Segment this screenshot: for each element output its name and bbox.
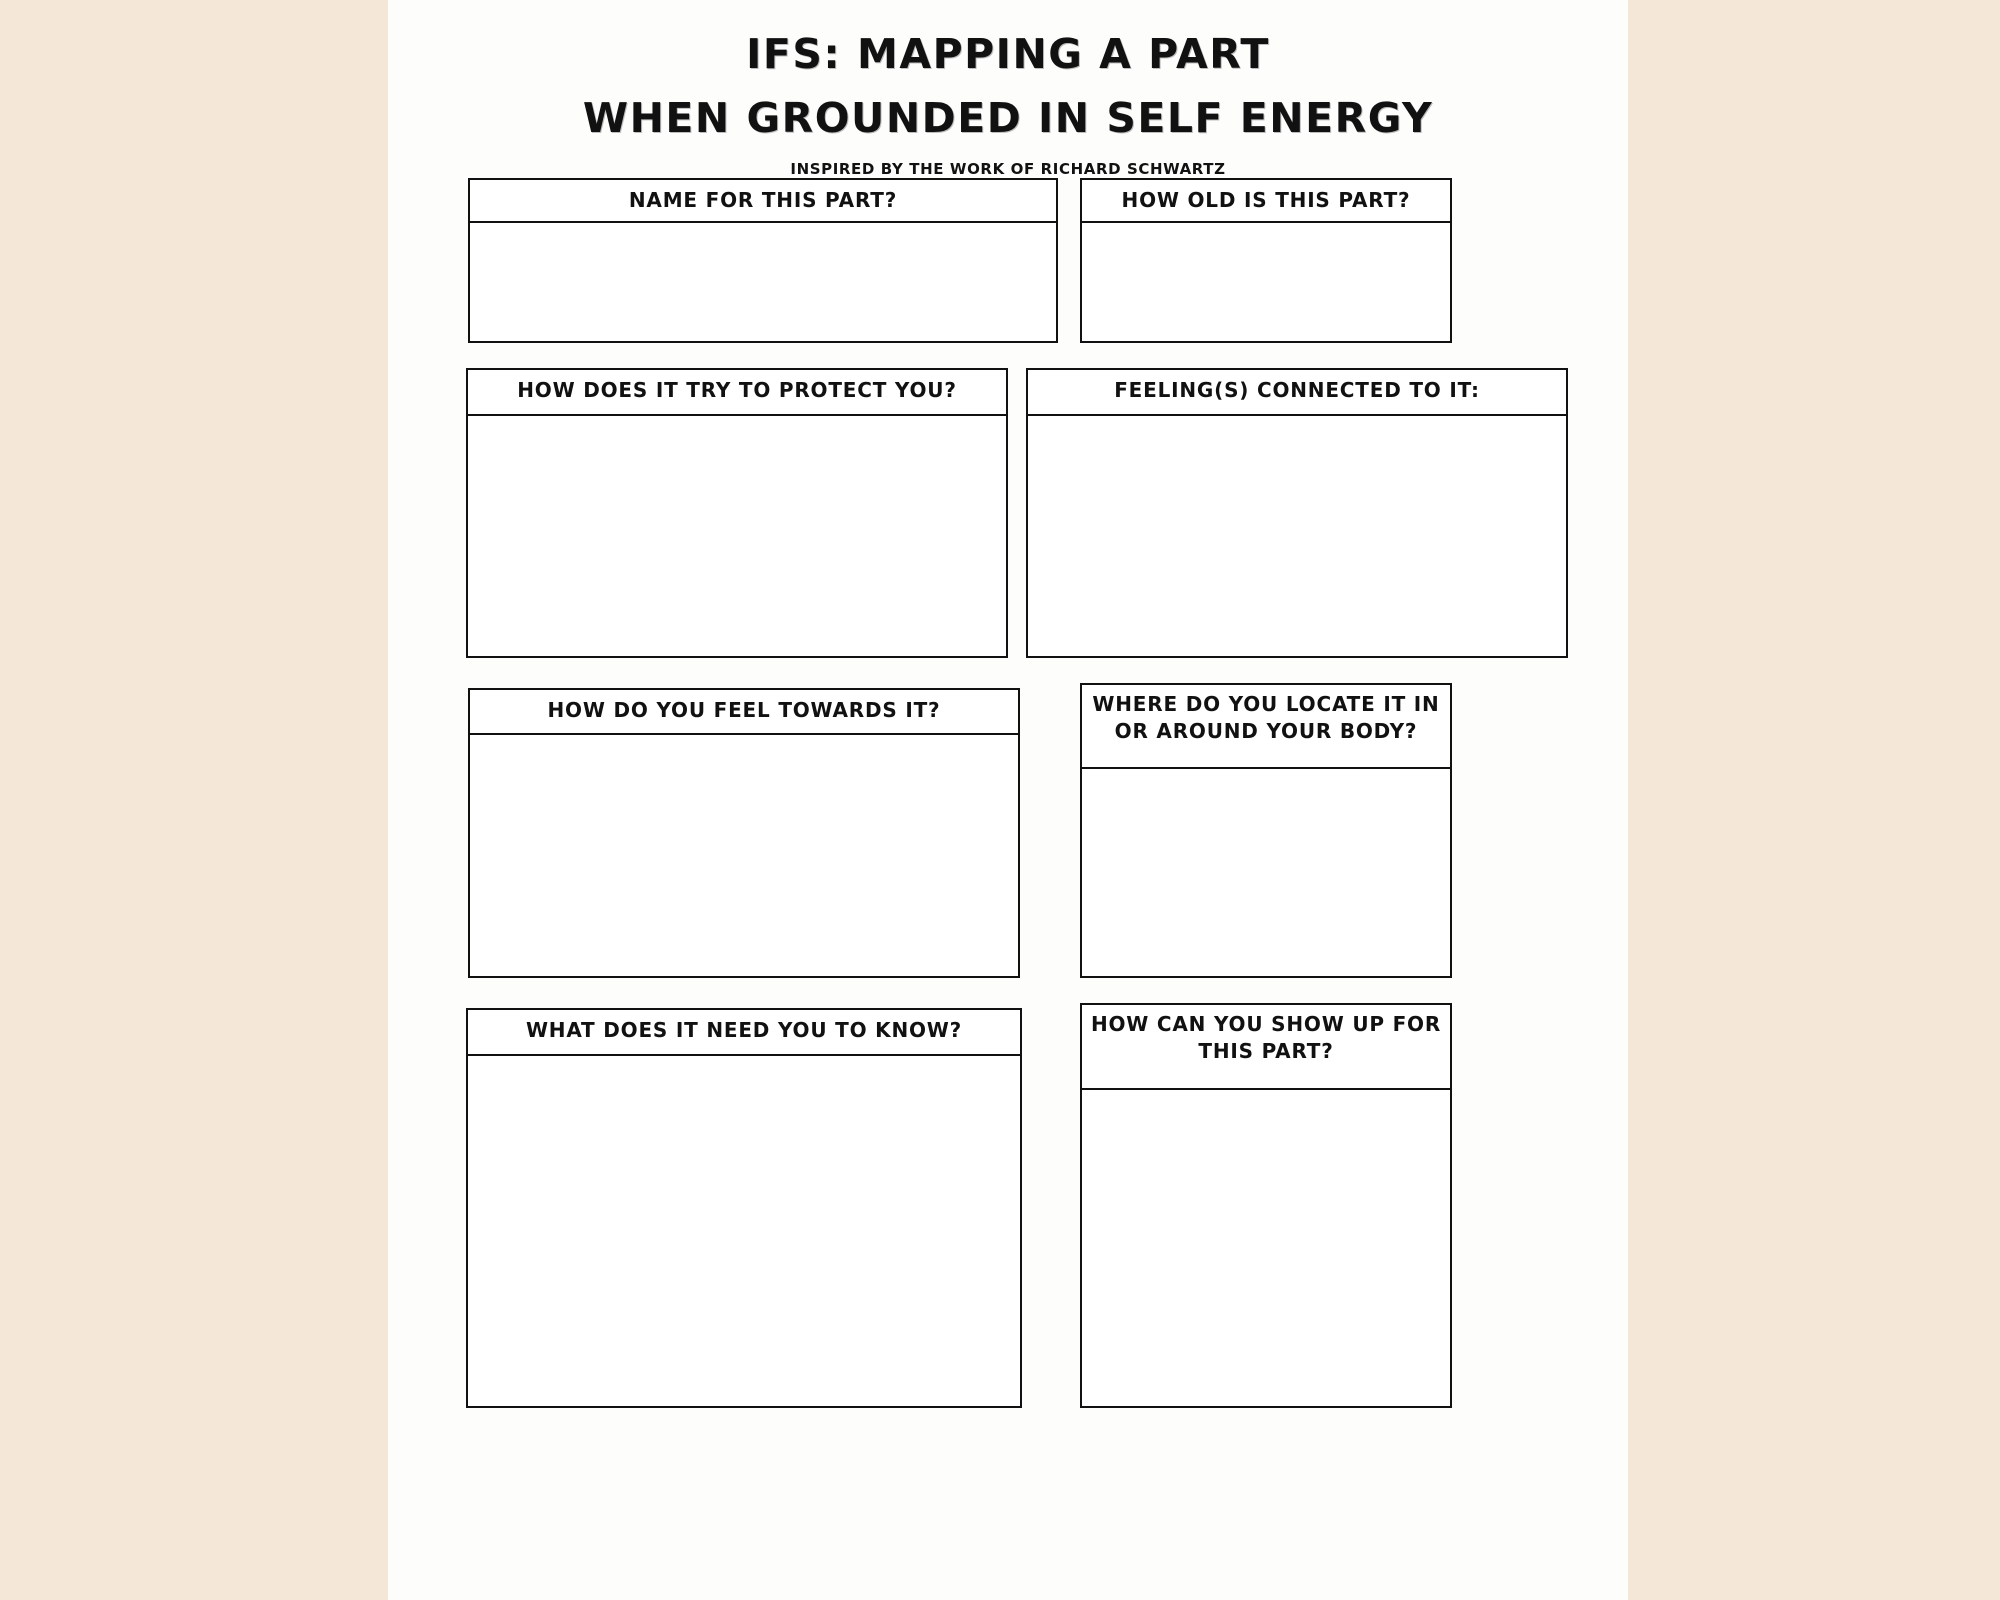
worksheet-header xyxy=(388,0,1628,178)
field-how-can-you-show-up-for-this-part xyxy=(1080,1003,1452,1408)
field-label-where-do-you-locate-it: WHERE DO YOU LOCATE IT IN OR AROUND YOUR BODY? xyxy=(1082,685,1450,769)
field-label-what-does-it-need-you-to-know: WHAT DOES IT NEED YOU TO KNOW? xyxy=(468,1010,1020,1056)
worksheet-page xyxy=(388,0,1628,1600)
field-how-does-it-try-to-protect-you xyxy=(466,368,1008,658)
field-label-how-old-is-this-part: HOW OLD IS THIS PART? xyxy=(1082,180,1450,223)
field-feelings-connected-to-it xyxy=(1026,368,1568,658)
field-what-does-it-need-you-to-know xyxy=(466,1008,1022,1408)
page-title-line-1: IFS: MAPPING A PART xyxy=(746,30,1270,78)
field-label-feelings-connected-to-it: FEELING(S) CONNECTED TO IT: xyxy=(1028,370,1566,416)
field-label-how-can-you-show-up-for-this-part: HOW CAN YOU SHOW UP FOR THIS PART? xyxy=(1082,1005,1450,1090)
field-label-how-do-you-feel-towards-it: HOW DO YOU FEEL TOWARDS IT? xyxy=(470,690,1018,735)
page-title-line-2: WHEN GROUNDED IN SELF ENERGY xyxy=(582,94,1434,143)
fields-area xyxy=(388,178,1628,1508)
field-how-old-is-this-part xyxy=(1080,178,1452,343)
page-subtitle: INSPIRED BY THE WORK OF RICHARD SCHWARTZ xyxy=(790,159,1226,178)
field-how-do-you-feel-towards-it xyxy=(468,688,1020,978)
field-label-name-for-this-part: NAME FOR THIS PART? xyxy=(470,180,1056,223)
field-where-do-you-locate-it xyxy=(1080,683,1452,978)
field-name-for-this-part xyxy=(468,178,1058,343)
field-label-how-does-it-try-to-protect-you: HOW DOES IT TRY TO PROTECT YOU? xyxy=(468,370,1006,416)
